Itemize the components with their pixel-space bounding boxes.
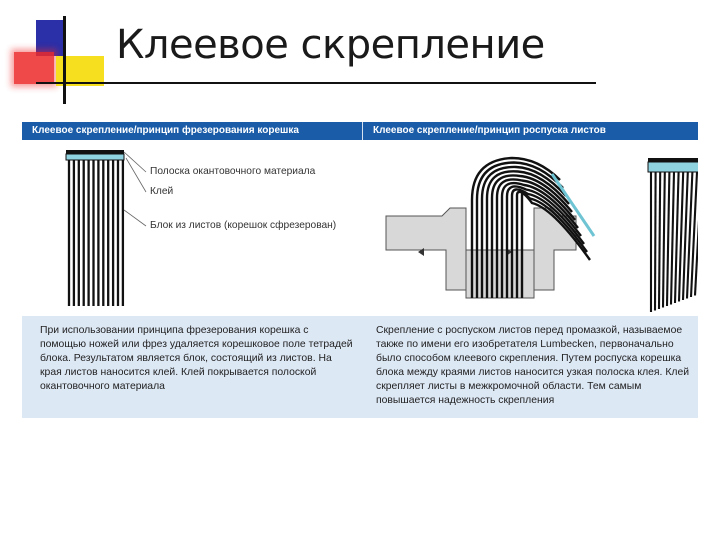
glue-layer <box>66 150 124 154</box>
left-header: Клеевое скрепление/принцип фрезерования корешка <box>22 122 362 140</box>
decor-vertical-line <box>63 16 66 104</box>
label-sheet-block: Блок из листов (корешок сфрезерован) <box>150 220 337 231</box>
sheet-block <box>66 160 124 306</box>
fanned-sheets-diagram <box>362 140 698 316</box>
slide-title: Клеевое скрепление <box>116 22 545 68</box>
fanned-sheets-figure <box>362 140 698 316</box>
decor-blue-square <box>36 20 66 56</box>
milled-spine-figure <box>22 140 362 316</box>
left-description <box>22 316 362 418</box>
left-description-text: При использовании принципа фрезерования корешка с помощью ножей или фрез удаляется корешковое поле тетрадей блока. Результатом является блок, состоящий из листов. На края листов наносится клей. Клей покрывается полоской окантовочного материала <box>40 325 353 392</box>
bound-block <box>648 158 698 312</box>
figure-panel <box>22 122 698 418</box>
sheet-line <box>655 172 656 311</box>
sheet-line <box>659 172 660 309</box>
label-glue: Клей <box>150 186 174 197</box>
decor-red-square <box>14 52 54 84</box>
label-binding-strip: Полоска окантовочного материала <box>150 166 316 177</box>
decor-horizontal-line <box>36 82 596 84</box>
right-header: Клеевое скрепление/принцип роспуска листов <box>362 122 698 140</box>
right-description <box>362 316 698 418</box>
leader-lines <box>124 152 146 226</box>
binding-strip <box>66 154 124 160</box>
right-description-text: Скрепление с роспуском листов перед промазкой, называемое также по имени его изобретателя Lumbecken, первоначально было способом клеевого скрепления. Путем роспуска корешка блока между краями листов наносится узкая полоска клея. Клей скрепляет листы в межкромочной области. Тем самым повышается надежность скрепления <box>376 325 690 406</box>
